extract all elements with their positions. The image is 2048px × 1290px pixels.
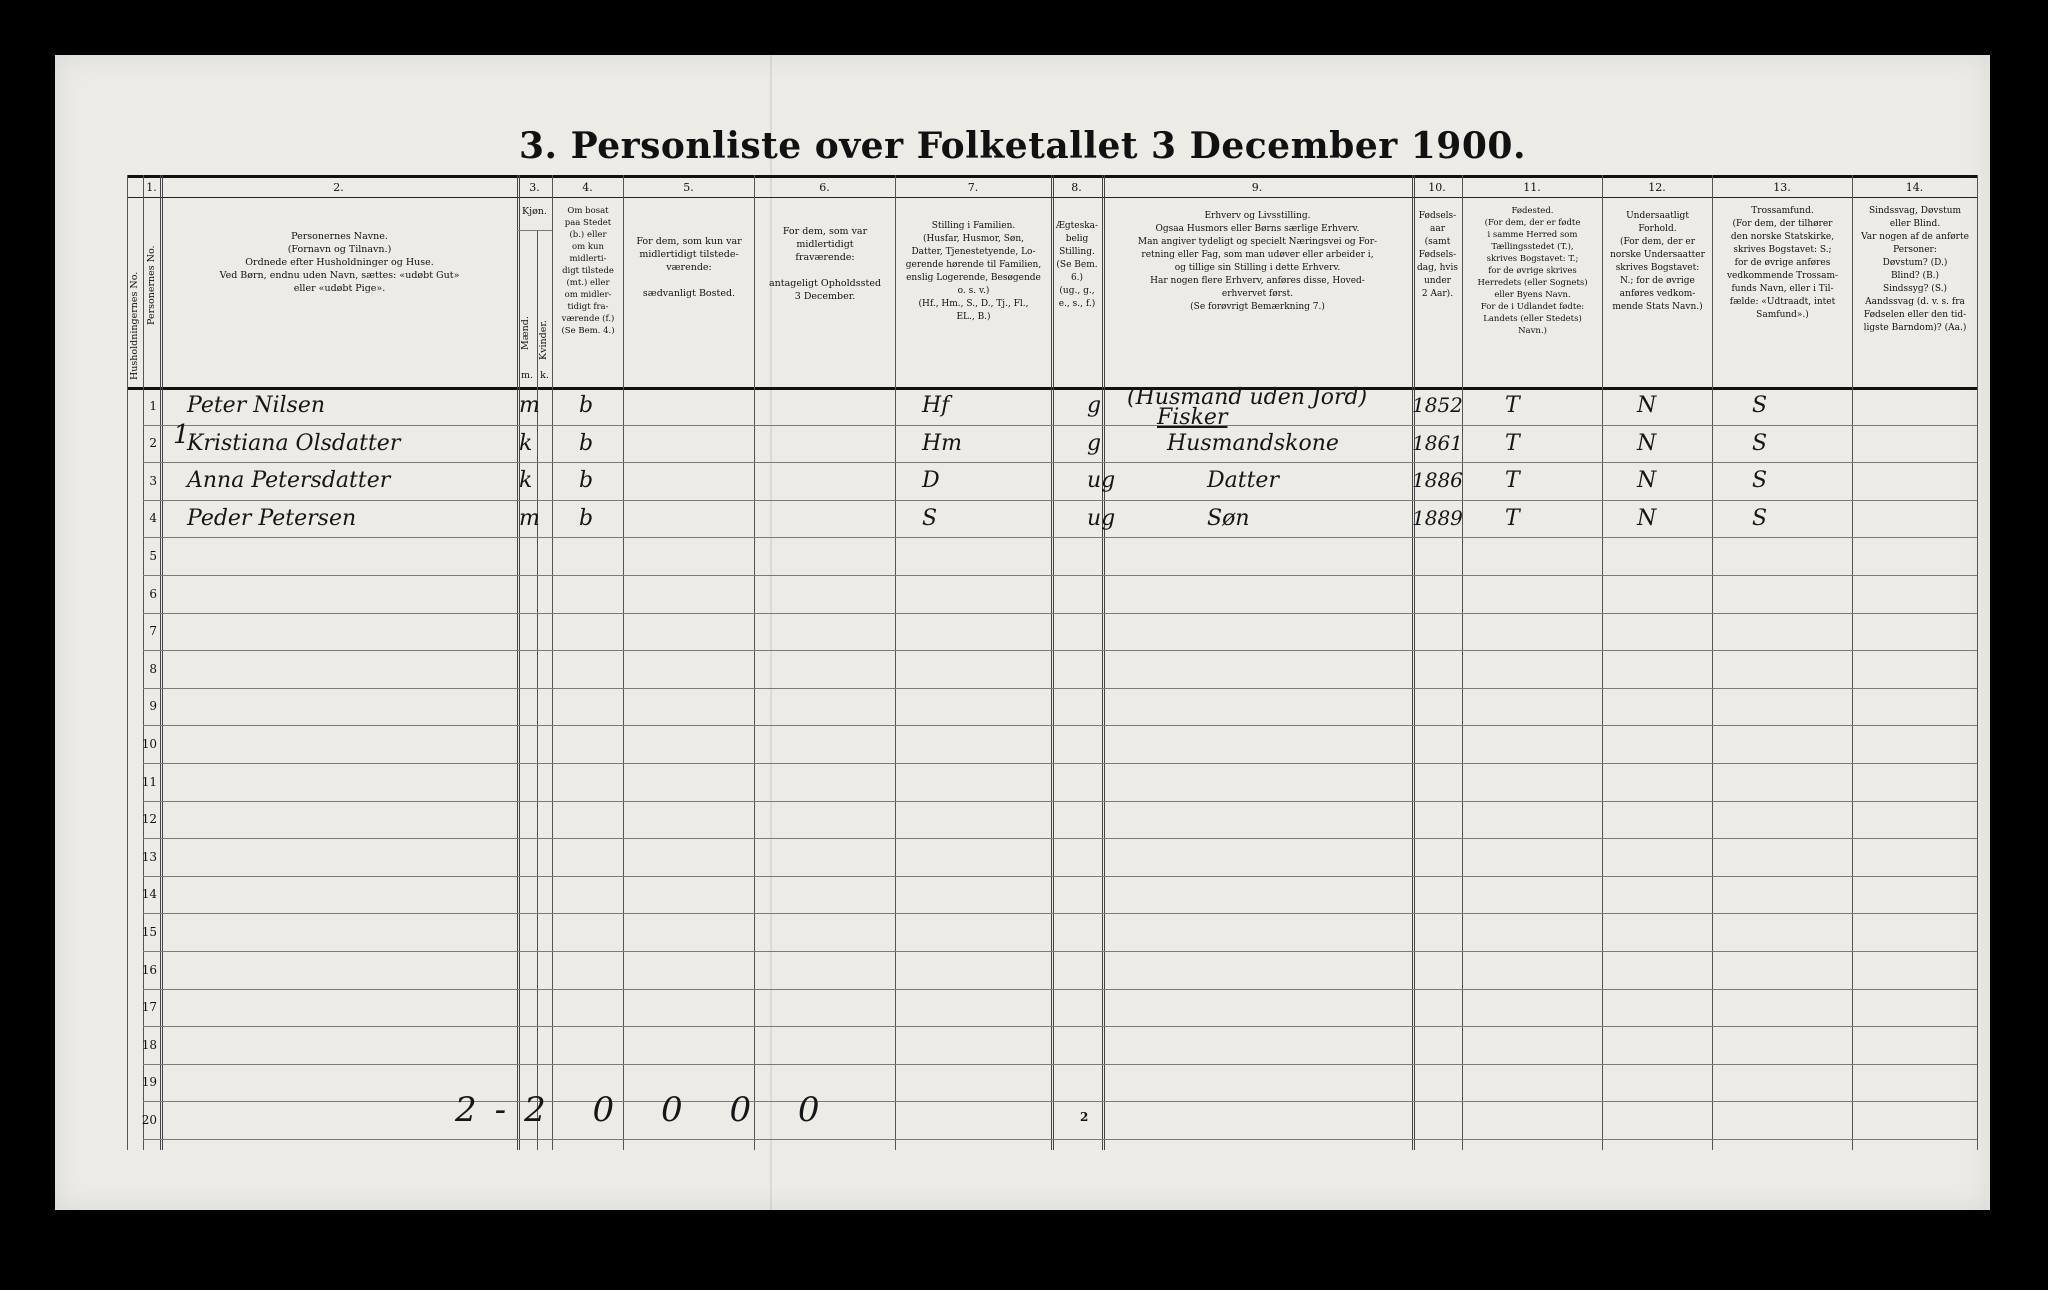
- person-marital-status: ug: [1087, 505, 1116, 531]
- row-rule: [143, 688, 1977, 689]
- person-family-position: D: [922, 468, 940, 494]
- colnum-10: 10.: [1428, 181, 1446, 194]
- person-family-position: Hf: [922, 393, 950, 418]
- person-occupation: (Husmand uden Jord): [1127, 385, 1368, 410]
- person-religion: S: [1752, 393, 1768, 418]
- row-rule: [143, 1064, 1977, 1065]
- person-name: Peter Nilsen: [187, 393, 326, 418]
- row-number: 2: [149, 436, 157, 451]
- person-sex: k: [519, 430, 533, 456]
- row-rule: [143, 1101, 1977, 1102]
- header-person-no: Personernes No.: [146, 245, 157, 325]
- row-rule: [143, 1026, 1977, 1027]
- colnum-6: 6.: [819, 181, 830, 194]
- person-sex: m: [519, 505, 540, 531]
- row-number: 14: [141, 887, 157, 902]
- row-number: 18: [141, 1037, 157, 1052]
- page-number: 2: [1080, 1110, 1089, 1124]
- person-religion: S: [1752, 430, 1768, 456]
- header-family: Stilling i Familien. (Husfar, Husmor, Søn, Datter, Tjenestetyende, Lo- gerende hørende til Familien, enslig Logerende, Besøgende o. s. v.) (Hf., Hm., S., D., Tj., Fl., EL., B.): [905, 221, 1042, 322]
- person-marital-status: ug: [1087, 468, 1116, 494]
- person-occupation: Søn: [1207, 505, 1250, 531]
- person-citizenship: N: [1637, 430, 1657, 456]
- header-citizenship: Undersaatligt Forhold. (For dem, der er norske Undersaatter skrives Bogstavet: N.; for de øvrige anføres vedkom- mende Stats Navn.): [1610, 211, 1705, 312]
- row-number: 13: [141, 849, 157, 864]
- colnum-7: 7.: [967, 181, 979, 194]
- household-mark: 1: [173, 420, 190, 450]
- header-temp-present: For dem, som kun var midlertidigt tilstede- værende: sædvanligt Bosted.: [636, 236, 742, 299]
- person-family-position: Hm: [922, 430, 963, 456]
- person-occupation-line2: Fisker: [1157, 405, 1228, 430]
- colnum-9: 9.: [1251, 181, 1263, 194]
- header-names: Personernes Navne. (Fornavn og Tilnavn.) Ordnede efter Husholdninger og Huse. Ved Børn, endnu uden Navn, sættes: «udøbt Gut» eller «udøbt Pige».: [219, 231, 460, 294]
- row-number: 1: [149, 398, 157, 413]
- row-number: 17: [141, 1000, 157, 1015]
- row-rule: [143, 425, 1977, 426]
- person-citizenship: N: [1637, 468, 1657, 494]
- header-marital: Ægteska- belig Stilling. (Se Bem. 6.) (ug., g., e., s., f.): [1055, 221, 1099, 309]
- header-occupation: Erhverv og Livsstilling. Ogsaa Husmors eller Børns særlige Erhverv. Man angiver tydeligt og specielt Næringsvei og For- retning eller Fag, som man udøver eller arbeider i, og tillige sin Stilling i dette Erhverv. Har nogen flere Erhverv, anføres disse, Hoved- erhvervet først. (Se forøvrigt Bemærkning 7.): [1137, 211, 1378, 312]
- person-sex: k: [519, 468, 533, 494]
- page-title: 3. Personliste over Folketallet 3 December 1900.: [519, 125, 1526, 167]
- colnum-1: 1.: [146, 181, 157, 194]
- person-occupation: Husmandskone: [1167, 430, 1339, 456]
- person-residence: b: [579, 505, 594, 531]
- row-number: 11: [141, 774, 157, 789]
- header-sex-k: Kvinder.: [538, 320, 549, 360]
- row-rule: [143, 500, 1977, 501]
- person-name: Anna Petersdatter: [187, 468, 391, 494]
- person-birthplace: T: [1505, 393, 1520, 418]
- row-rule: [143, 913, 1977, 914]
- person-name: Peder Petersen: [187, 505, 357, 531]
- colnum-8: 8.: [1071, 181, 1082, 194]
- person-birthplace: T: [1505, 505, 1520, 531]
- header-sex-m-short: m.: [520, 370, 534, 381]
- row-number: 12: [141, 812, 157, 827]
- row-rule: [143, 989, 1977, 990]
- person-residence: b: [579, 430, 594, 456]
- colnum-14: 14.: [1905, 181, 1924, 194]
- person-residence: b: [579, 468, 594, 494]
- row-rule: [143, 763, 1977, 764]
- header-sex-m: Mænd.: [520, 316, 531, 350]
- colnum-13: 13.: [1773, 181, 1791, 194]
- row-number: 5: [149, 549, 157, 563]
- header-temp-absent: For dem, som var midlertidigt fraværende: antageligt Opholdssted 3 December.: [768, 226, 882, 302]
- row-number: 6: [149, 586, 157, 601]
- row-number: 7: [149, 624, 157, 639]
- row-rule: [143, 537, 1977, 538]
- person-residence: b: [579, 393, 594, 418]
- header-birthyear: Fødsels- aar (samt Fødsels- dag, hvis under 2 Aar).: [1417, 211, 1458, 299]
- colnum-11: 11.: [1523, 181, 1541, 194]
- row-rule: [143, 613, 1977, 614]
- person-religion: S: [1752, 468, 1768, 494]
- person-birthyear: 1886: [1412, 468, 1463, 493]
- census-table: [127, 175, 1977, 1160]
- colnum-3: 3.: [529, 181, 540, 194]
- person-birthyear: 1861: [1412, 430, 1463, 455]
- row-number: 9: [149, 699, 157, 714]
- person-family-position: S: [922, 505, 938, 531]
- header-sex-k-short: k.: [540, 370, 549, 381]
- person-birthyear: 1889: [1412, 505, 1463, 530]
- header-disability: Sindssvag, Døvstum eller Blind. Var nogen af de anførte Personer: Døvstum? (D.) Blind? (B.) Sindssyg? (S.) Aandssvag (d. v. s. fra Fødselen eller den tid- ligste Barndom)? (Aa.): [1861, 206, 1969, 333]
- person-sex: m: [519, 393, 540, 418]
- colnum-2: 2.: [333, 181, 344, 194]
- person-marital-status: g: [1087, 430, 1102, 456]
- row-number: 8: [149, 661, 157, 676]
- row-rule: [143, 575, 1977, 576]
- header-birthplace: Fødested. (For dem, der er fødte i samme Herred som Tællingsstedet (T.), skrives Bogstavet: T.; for de øvrige skrives Herredets (eller Sognets) eller Byens Navn. For de i Udlandet fødte: Landets (eller Stedets) Navn.): [1477, 206, 1588, 336]
- row-rule: [143, 462, 1977, 463]
- row-rule: [143, 801, 1977, 802]
- row-rule: [143, 951, 1977, 952]
- row-rule: [143, 650, 1977, 651]
- person-birthyear: 1852: [1412, 393, 1463, 417]
- person-citizenship: N: [1637, 393, 1657, 418]
- person-religion: S: [1752, 505, 1768, 531]
- header-sex: Kjøn.: [522, 206, 547, 217]
- row-rule: [143, 876, 1977, 877]
- colnum-4: 4.: [582, 181, 593, 194]
- row-rule: [143, 725, 1977, 726]
- person-birthplace: T: [1505, 468, 1520, 494]
- row-rule: [143, 1139, 1977, 1140]
- row-number: 4: [149, 511, 157, 526]
- colnum-12: 12.: [1648, 181, 1666, 194]
- header-religion: Trossamfund. (For dem, der tilhører den norske Statskirke, skrives Bogstavet: S.; for de øvrige anføres vedkommende Trossam- funds Navn, eller i Til- fælde: «Udtraadt, intet Samfund».): [1726, 206, 1839, 320]
- header-residence: Om bosat paa Stedet (b.) eller om kun midlerti- digt tilstede (mt.) eller om midler- tidigt fra- værende (f.) (Se Bem. 4.): [561, 206, 615, 336]
- footer-tally: 2-2 0 0 0 0: [455, 1090, 838, 1130]
- row-rule: [143, 838, 1977, 839]
- header-household-no: Husholdningernes No.: [129, 271, 140, 380]
- census-sheet: [55, 55, 1990, 1210]
- row-number: 20: [141, 1113, 157, 1127]
- row-number: 15: [141, 925, 157, 939]
- row-number: 16: [141, 962, 157, 977]
- colnum-5: 5.: [683, 181, 694, 194]
- person-citizenship: N: [1637, 505, 1657, 531]
- person-marital-status: g: [1087, 393, 1102, 418]
- row-number: 10: [141, 737, 157, 751]
- row-number: 19: [141, 1075, 157, 1090]
- person-birthplace: T: [1505, 430, 1520, 456]
- row-number: 3: [149, 473, 157, 488]
- person-occupation: Datter: [1207, 468, 1279, 494]
- person-name: Kristiana Olsdatter: [187, 430, 401, 456]
